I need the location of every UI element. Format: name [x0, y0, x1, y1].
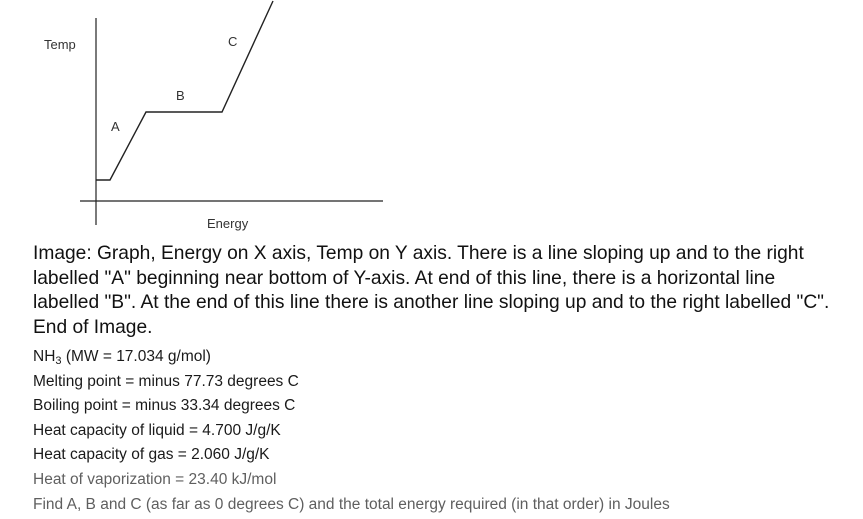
heat-of-vaporization: Heat of vaporization = 23.40 kJ/mol	[33, 470, 277, 488]
label-layer	[111, 34, 237, 134]
x-axis-label: Energy	[207, 216, 249, 231]
heat-capacity-gas: Heat capacity of gas = 2.060 J/g/K	[33, 446, 270, 464]
image-description: Image: Graph, Energy on X axis, Temp on Y axis. There is a line sloping up and to the right labelled "A" beginning near bottom of Y-axis. At end of this line, there is a horizontal line labelled "B". At the end of this line there is another line sloping up and to the right labelled "C". End of Image.	[33, 243, 830, 338]
molecular-weight: (MW = 17.034 g/mol)	[61, 348, 211, 365]
formula-main: NH	[33, 348, 56, 365]
heating-curve-chart	[0, 0, 400, 240]
question-text: Find A, B and C (as far as 0 degrees C) and the total energy required (in that order) in Joules	[33, 495, 670, 513]
formula-subscript: 3	[55, 355, 62, 367]
y-axis-label: Temp	[44, 37, 76, 52]
segment-label-a: A	[111, 119, 120, 134]
properties-list	[33, 345, 670, 517]
melting-point: Melting point = minus 77.73 degrees C	[33, 372, 299, 390]
compound-line	[33, 345, 670, 370]
boiling-point: Boiling point = minus 33.34 degrees C	[33, 397, 296, 415]
heat-capacity-liquid: Heat capacity of liquid = 4.700 J/g/K	[33, 421, 281, 439]
segment-label-b: B	[176, 88, 185, 103]
segment-label-c: C	[228, 34, 238, 49]
